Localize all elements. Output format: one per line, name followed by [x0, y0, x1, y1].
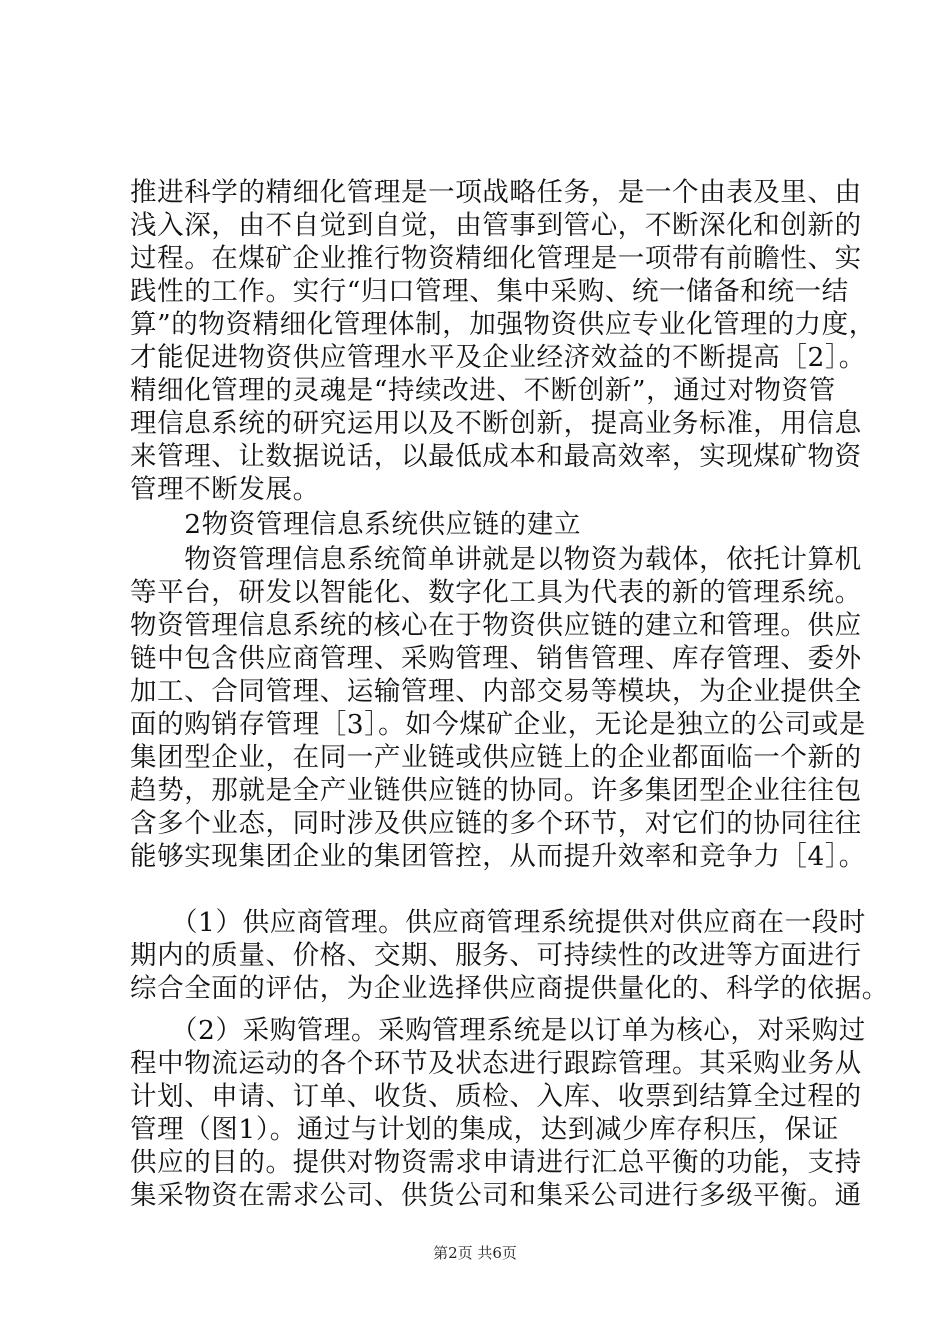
- body-line: （1）供应商管理。供应商管理系统提供对供应商在一段时: [130, 907, 866, 938]
- body-line: 践性的工作。实行“归口管理、集中采购、统一储备和统一结: [130, 276, 849, 307]
- body-line: 能够实现集团企业的集团管控，从而提升效率和竞争力［4］。: [130, 841, 866, 872]
- body-line: 供应的目的。提供对物资需求申请进行汇总平衡的功能，支持: [130, 1147, 862, 1178]
- body-line: 等平台，研发以智能化、数字化工具为代表的新的管理系统。: [130, 577, 862, 608]
- body-line: 期内的质量、价格、交期、服务、可持续性的改进等方面进行: [130, 940, 862, 971]
- body-line: 精细化管理的灵魂是“持续改进、不断创新”，通过对物资管: [130, 375, 836, 406]
- body-line: （2）采购管理。采购管理系统是以订单为核心，对采购过: [130, 1015, 866, 1046]
- body-line: 才能促进物资供应管理水平及企业经济效益的不断提高［2］。: [130, 342, 866, 373]
- body-line: 来管理、让数据说话，以最低成本和最高效率，实现煤矿物资: [130, 441, 862, 472]
- section-heading: 2物资管理信息系统供应链的建立: [130, 509, 582, 540]
- body-line: 理信息系统的研究运用以及不断创新，提高业务标准，用信息: [130, 408, 862, 439]
- body-line: 集采物资在需求公司、供货公司和集采公司进行多级平衡。通: [130, 1180, 862, 1211]
- body-line: 含多个业态，同时涉及供应链的多个环节，对它们的协同往往: [130, 808, 862, 839]
- body-line: 浅入深，由不自觉到自觉，由管事到管心，不断深化和创新的: [130, 210, 862, 241]
- body-line: 面的购销存管理［3］。如今煤矿企业，无论是独立的公司或是: [130, 709, 866, 740]
- body-line: 链中包含供应商管理、采购管理、销售管理、库存管理、委外: [130, 643, 862, 674]
- body-line: 物资管理信息系统简单讲就是以物资为载体，依托计算机: [130, 544, 862, 575]
- page-number-footer: 第2页 共6页: [433, 1244, 517, 1262]
- body-line: 推进科学的精细化管理是一项战略任务，是一个由表及里、由: [130, 177, 862, 208]
- body-line: 集团型企业，在同一产业链或供应链上的企业都面临一个新的: [130, 742, 862, 773]
- body-line: 趋势，那就是全产业链供应链的协同。许多集团型企业往往包: [130, 775, 862, 806]
- body-line: 加工、合同管理、运输管理、内部交易等模块，为企业提供全: [130, 676, 862, 707]
- body-line: 物资管理信息系统的核心在于物资供应链的建立和管理。供应: [130, 610, 862, 641]
- body-line: 计划、申请、订单、收货、质检、入库、收票到结算全过程的: [130, 1081, 862, 1112]
- body-line: 管理不断发展。: [130, 474, 320, 505]
- body-line: 过程。在煤矿企业推行物资精细化管理是一项带有前瞻性、实: [130, 243, 862, 274]
- body-line: 综合全面的评估，为企业选择供应商提供量化的、科学的依据。: [130, 973, 889, 1004]
- body-line: 程中物流运动的各个环节及状态进行跟踪管理。其采购业务从: [130, 1048, 862, 1079]
- body-line: 算”的物资精细化管理体制，加强物资供应专业化管理的力度，: [130, 309, 876, 340]
- body-line: 管理（图1）。通过与计划的集成，达到减少库存积压，保证: [130, 1114, 839, 1145]
